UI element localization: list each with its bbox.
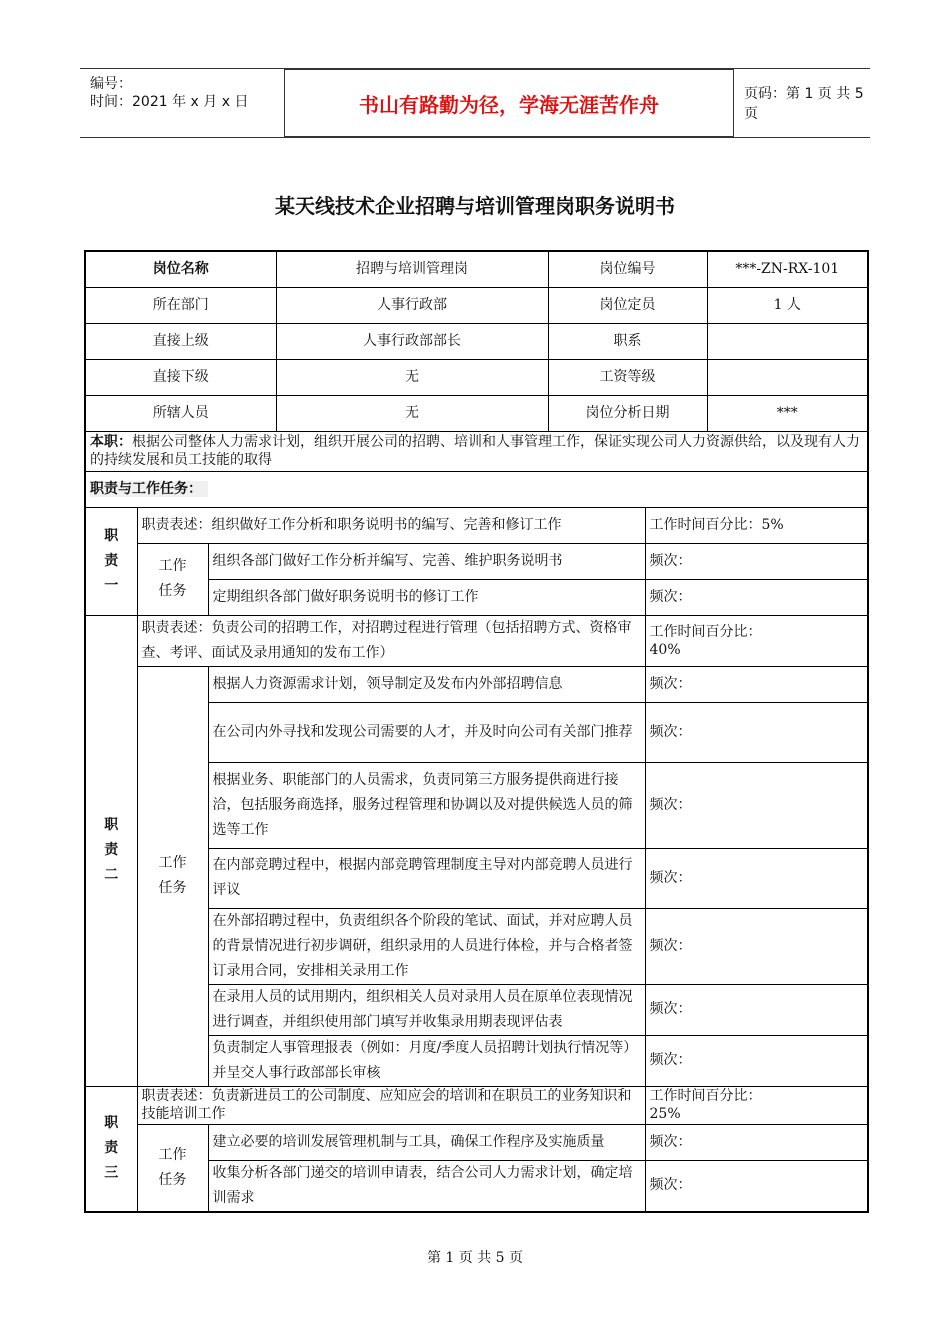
main-duty-label: 本职： [90, 434, 132, 450]
duty-2-task-7-frequency: 频次： [645, 1035, 868, 1086]
info-row [85, 251, 868, 287]
duty-2-task-5-frequency: 频次： [645, 908, 868, 984]
duty-3-label: 职 责 三 [85, 1086, 137, 1212]
duty-2-task-6-frequency: 频次： [645, 984, 868, 1035]
page-header [80, 68, 870, 138]
duty-1-task-1: 组织各部门做好工作分析并编写、完善、维护职务说明书 [208, 543, 645, 579]
duty-2-task-3-frequency: 频次： [645, 762, 868, 848]
duty-2-percent [645, 615, 868, 666]
value-managed-staff: 无 [276, 395, 548, 431]
duty-3-percent-value: 25% [649, 1106, 681, 1122]
duty-2-task-3: 根据业务、职能部门的人员需求，负责同第三方服务提供商进行接洽，包括服务商选择，服务过程管理和协调以及对提供候选人员的筛选等工作 [208, 762, 645, 848]
duty-3-task-1-frequency: 频次： [645, 1124, 868, 1160]
info-row [85, 323, 868, 359]
duty-3-percent [645, 1086, 868, 1124]
duty-1-task-1-frequency: 频次： [645, 543, 868, 579]
duty-statement-row [85, 1086, 868, 1124]
task-row [85, 1124, 868, 1160]
responsibilities-heading-cell [85, 471, 868, 507]
duty-2-task-1: 根据人力资源需求计划，领导制定及发布内外部招聘信息 [208, 666, 645, 702]
duty-2-task-7: 负责制定人事管理报表（例如：月度/季度人员招聘计划执行情况等）并呈交人事行政部部长审核 [208, 1035, 645, 1086]
label-direct-superior: 直接上级 [85, 323, 276, 359]
header-meta [80, 69, 284, 137]
value-position-name: 招聘与培训管理岗 [276, 251, 548, 287]
duty-1-label: 职 责 一 [85, 507, 137, 615]
value-direct-subordinate: 无 [276, 359, 548, 395]
value-position-code: ***-ZN-RX-101 [707, 251, 868, 287]
responsibilities-heading: 职责与工作任务： [90, 481, 208, 497]
label-salary-grade: 工资等级 [548, 359, 707, 395]
document-title: 某天线技术企业招聘与培训管理岗职务说明书 [275, 194, 675, 218]
duty-3-task-2: 收集分析各部门递交的培训申请表，结合公司人力需求计划，确定培训需求 [208, 1160, 645, 1212]
label-position-code: 岗位编号 [548, 251, 707, 287]
duty-2-percent-value: 40% [649, 641, 681, 658]
task-row [85, 666, 868, 702]
label-headcount: 岗位定员 [548, 287, 707, 323]
duty-2-task-4-frequency: 频次： [645, 848, 868, 908]
label-position-name: 岗位名称 [85, 251, 276, 287]
label-analysis-date: 岗位分析日期 [548, 395, 707, 431]
value-analysis-date: *** [707, 395, 868, 431]
duty-2-task-1-frequency: 频次： [645, 666, 868, 702]
label-department: 所在部门 [85, 287, 276, 323]
duty-1-task-2: 定期组织各部门做好职务说明书的修订工作 [208, 579, 645, 615]
main-duty-row [85, 431, 868, 471]
main-duty-text: 根据公司整体人力需求计划，组织开展公司的招聘、培训和人事管理工作，保证实现公司人力资源供给，以及现有人力的持续发展和员工技能的取得 [90, 434, 860, 468]
value-direct-superior: 人事行政部部长 [276, 323, 548, 359]
duty-3-statement: 职责表述：负责新进员工的公司制度、应知应会的培训和在职员工的业务知识和技能培训工作 [137, 1086, 645, 1124]
duty-2-percent-label: 工作时间百分比： [649, 623, 762, 640]
duty-statement-row [85, 507, 868, 543]
duty-2-task-2-frequency: 频次： [645, 702, 868, 762]
document-date: 时间：2021 年 x 月 x 日 [90, 94, 249, 110]
header-page-code: 页码：第 1 页 共 5 页 [744, 86, 864, 122]
duty-3-task-label: 工作 任务 [137, 1124, 208, 1212]
duty-2-task-6: 在录用人员的试用期内，组织相关人员对录用人员在原单位表现情况进行调查，并组织使用部门填写并收集录用期表现评估表 [208, 984, 645, 1035]
duty-2-task-4: 在内部竞聘过程中，根据内部竞聘管理制度主导对内部竞聘人员进行评议 [208, 848, 645, 908]
info-row [85, 287, 868, 323]
duty-2-statement: 职责表述：负责公司的招聘工作，对招聘过程进行管理（包括招聘方式、资格审查、考评、面试及录用通知的发布工作） [137, 615, 645, 666]
duty-3-task-2-frequency: 频次： [645, 1160, 868, 1212]
job-description-table [84, 250, 869, 1213]
value-salary-grade [707, 359, 868, 395]
value-department: 人事行政部 [276, 287, 548, 323]
duty-1-task-2-frequency: 频次： [645, 579, 868, 615]
duty-2-label: 职 责 二 [85, 615, 137, 1086]
duty-1-task-label: 工作 任务 [137, 543, 208, 615]
duty-3-percent-label: 工作时间百分比： [649, 1088, 762, 1104]
duty-1-statement: 职责表述：组织做好工作分析和职务说明书的编写、完善和修订工作 [137, 507, 645, 543]
header-motto-box [284, 69, 734, 137]
duty-1-percent: 工作时间百分比：5% [645, 507, 868, 543]
label-managed-staff: 所辖人员 [85, 395, 276, 431]
duty-2-task-label: 工作 任务 [137, 666, 208, 1086]
page-footer: 第 1 页 共 5 页 [426, 1250, 524, 1266]
info-row [85, 395, 868, 431]
duty-statement-row [85, 615, 868, 666]
value-job-family [707, 323, 868, 359]
task-row [85, 543, 868, 579]
duty-2-task-2: 在公司内外寻找和发现公司需要的人才，并及时向公司有关部门推荐 [208, 702, 645, 762]
main-duty-cell [85, 431, 868, 471]
duty-2-task-5: 在外部招聘过程中，负责组织各个阶段的笔试、面试，并对应聘人员的背景情况进行初步调研，组织录用的人员进行体检，并与合格者签订录用合同，安排相关录用工作 [208, 908, 645, 984]
value-headcount: 1 人 [707, 287, 868, 323]
label-job-family: 职系 [548, 323, 707, 359]
header-motto: 书山有路勤为径，学海无涯苦作舟 [359, 92, 659, 117]
duty-3-task-1: 建立必要的培训发展管理机制与工具，确保工作程序及实施质量 [208, 1124, 645, 1160]
document-number: 编号： [90, 76, 132, 92]
info-row [85, 359, 868, 395]
label-direct-subordinate: 直接下级 [85, 359, 276, 395]
responsibilities-heading-row [85, 471, 868, 507]
